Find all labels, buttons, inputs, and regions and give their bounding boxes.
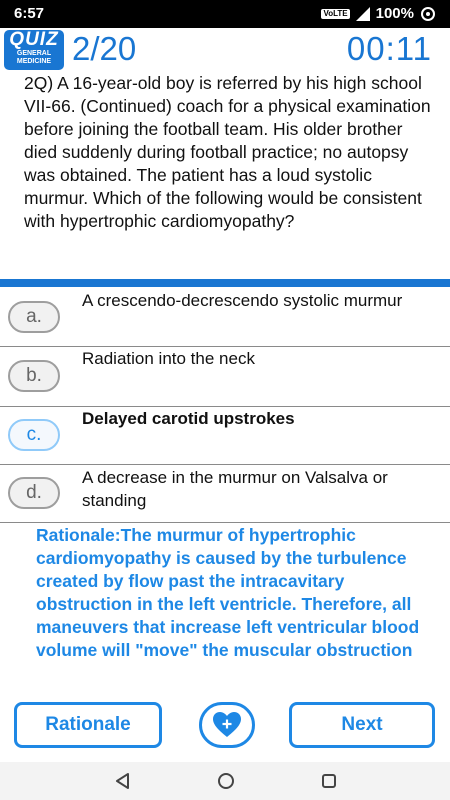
option-d-letter: d. [8,477,60,509]
logo-title: QUIZ [9,29,59,50]
option-b-text: Radiation into the neck [82,349,255,368]
status-bar [0,0,450,28]
quiz-timer: 00:11 [346,30,432,67]
question-counter: 2/20 [72,30,137,67]
option-b-letter: b. [8,360,60,392]
option-d[interactable] [0,465,450,523]
logo-line-2: MEDICINE [16,58,52,65]
option-a[interactable] [0,287,450,347]
rationale-button[interactable]: Rationale [14,702,162,748]
heart-plus-icon [212,711,242,739]
status-time: 6:57 [14,5,45,22]
option-divider [0,522,450,523]
sync-icon [420,6,436,22]
logo-line-1: GENERAL [16,50,52,57]
option-c-letter: c. [8,419,60,451]
system-nav-bar [0,762,450,800]
nav-recents-icon[interactable] [319,771,339,791]
rationale-text: Rationale:The murmur of hypertrophic cardiomyopathy is caused by the turbulence created by flow past the intracavitary obstruction in the left ventricle. Therefore, all maneuvers that increase left ventricular blood volume will "move" the muscular obstruction [36,525,420,660]
bottom-action-bar [0,682,450,762]
question-divider [0,279,450,287]
question-text: 2Q) A 16-year-old boy is referred by his high school VII-66. (Continued) coach for a physical examination before joining the football team. His older brother died suddenly during football practice; no autopsy was obtained. The patient has a loud systolic murmur. Which of the following would be consistent with hypertrophic cardiomyopathy? [24,73,431,231]
volte-icon: VoLTE [323,8,348,18]
option-b[interactable] [0,347,450,407]
status-icons [321,5,436,22]
nav-back-icon[interactable] [113,771,133,791]
next-button[interactable]: Next [289,702,435,748]
option-c-text: Delayed carotid upstrokes [82,409,295,428]
app-logo [4,30,64,70]
option-a-text: A crescendo-decrescendo systolic murmur [82,291,403,310]
favorite-button[interactable] [199,702,255,748]
option-d-text: A decrease in the murmur on Valsalva or standing [82,468,388,510]
battery-text: 100% [375,5,414,22]
option-c[interactable] [0,407,450,465]
quiz-header [0,28,450,72]
option-a-letter: a. [8,301,60,333]
signal-icon [356,7,370,21]
nav-home-icon[interactable] [216,771,236,791]
